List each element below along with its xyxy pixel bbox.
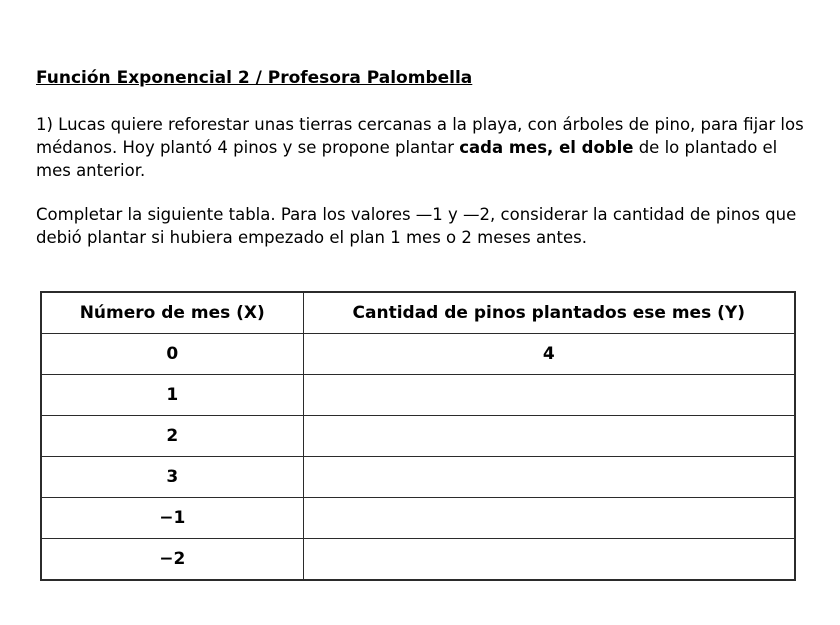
cell-pines[interactable]	[303, 457, 795, 498]
statement-text-start: 1) Lucas quiere reforestar unas tierras cercanas a la playa, con árboles de pino, para fijar los médanos. Hoy plantó 4 pinos y se propone plantar	[36, 115, 804, 157]
cell-pines[interactable]	[303, 498, 795, 539]
table-row	[41, 539, 795, 581]
cell-month: 0	[41, 334, 303, 375]
problem-statement	[36, 113, 816, 182]
table-row	[41, 457, 795, 498]
cell-pines[interactable]	[303, 375, 795, 416]
table-row	[41, 416, 795, 457]
cell-month: −1	[41, 498, 303, 539]
page-title: Función Exponencial 2 / Profesora Palombella	[36, 68, 473, 88]
header-month-number: Número de mes (X)	[41, 292, 303, 334]
table-row	[41, 334, 795, 375]
cell-month: 3	[41, 457, 303, 498]
cell-pines[interactable]: 4	[303, 334, 795, 375]
cell-pines[interactable]	[303, 539, 795, 581]
table-row	[41, 498, 795, 539]
statement-text-end: de lo plantado el mes anterior.	[36, 138, 778, 180]
cell-pines[interactable]	[303, 416, 795, 457]
cell-month: −2	[41, 539, 303, 581]
values-table	[40, 291, 796, 581]
header-pine-count: Cantidad de pinos plantados ese mes (Y)	[303, 292, 795, 334]
statement-bold-text: cada mes, el doble	[459, 138, 634, 157]
table-header-row	[41, 292, 795, 334]
cell-month: 1	[41, 375, 303, 416]
cell-month: 2	[41, 416, 303, 457]
table-row	[41, 375, 795, 416]
instructions: Completar la siguiente tabla. Para los valores —1 y —2, considerar la cantidad de pinos que debió plantar si hubiera empezado el plan 1 mes o 2 meses antes.	[36, 205, 797, 247]
